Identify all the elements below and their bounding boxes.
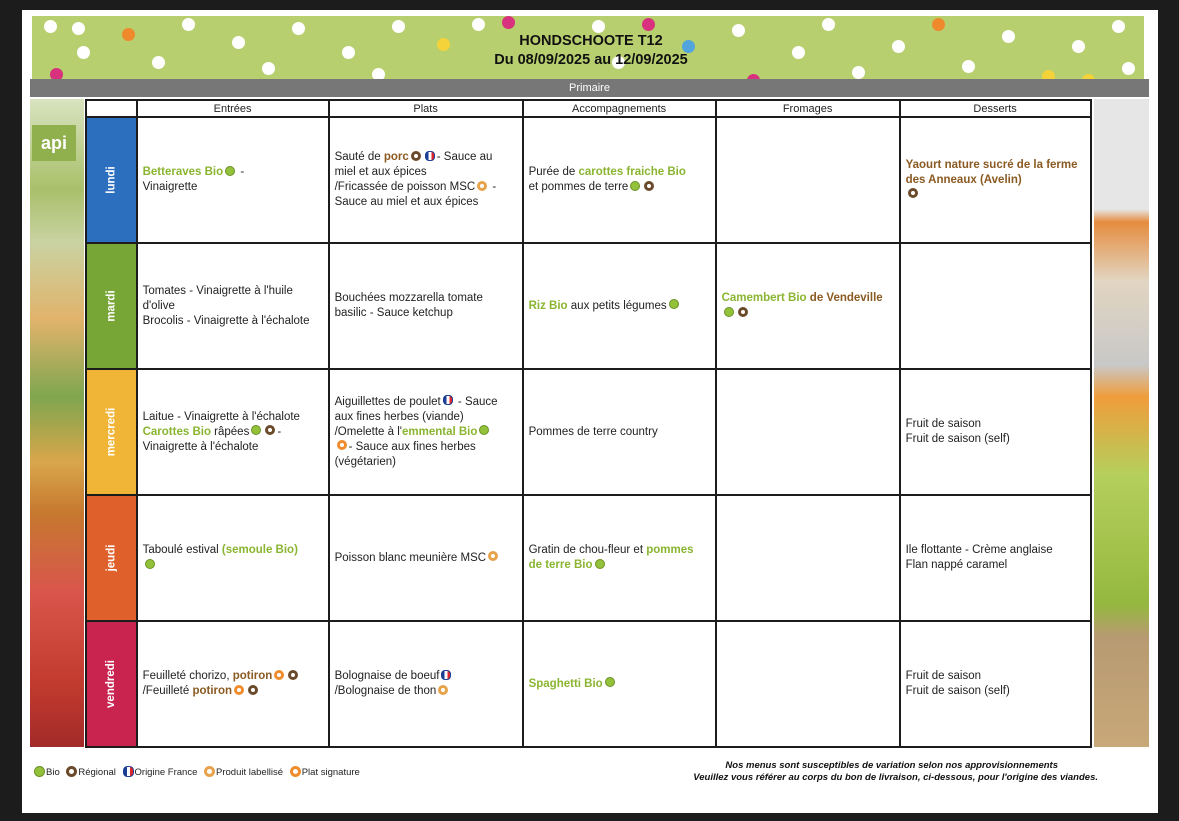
footer-note-line1: Nos menus sont susceptibles de variation selon nos approvisionnements: [725, 760, 1058, 771]
cell-lundi-desserts: Yaourt nature sucré de la ferme des Anneaux (Avelin): [900, 117, 1091, 243]
regional-icon: [738, 307, 748, 317]
produit-labellise-icon: [438, 685, 448, 695]
cell-mercredi-plats: Aiguillettes de poulet - Sauce aux fines herbes (viande) /Omelette à l'emmental Bio - Sauce aux fines herbes (végétarien): [329, 369, 523, 495]
bio-icon: [251, 425, 261, 435]
cell-mardi-plats: Bouchées mozzarella tomate basilic - Sauce ketchup: [329, 243, 523, 369]
bio-icon: [724, 307, 734, 317]
cell-jeudi-plats: Poisson blanc meunière MSC: [329, 495, 523, 621]
col-header-desserts: Desserts: [900, 100, 1091, 117]
cell-vendredi-plats: Bolognaise de boeuf /Bolognaise de thon: [329, 621, 523, 747]
cell-mardi-entrees: Tomates - Vinaigrette à l'huile d'olive Brocolis - Vinaigrette à l'échalote: [137, 243, 329, 369]
bio-icon: [479, 425, 489, 435]
cell-mercredi-entrees: Laitue - Vinaigrette à l'échalote Carottes Bio râpées - Vinaigrette à l'échalote: [137, 369, 329, 495]
table-row: [86, 621, 1091, 747]
plat-signature-icon: [274, 670, 284, 680]
cell-jeudi-fromages: [716, 495, 900, 621]
day-mardi: mardi: [86, 243, 137, 369]
col-header-fromages: Fromages: [716, 100, 900, 117]
menu-title: [460, 32, 722, 76]
col-header-entrees: Entrées: [137, 100, 329, 117]
plat-signature-icon: [337, 440, 347, 450]
vegetables-illustration-right: [1094, 99, 1149, 747]
table-row: [86, 495, 1091, 621]
cell-jeudi-entrees: Taboulé estival (semoule Bio): [137, 495, 329, 621]
cell-vendredi-entrees: Feuilleté chorizo, potiron /Feuilleté potiron: [137, 621, 329, 747]
bio-icon: [34, 766, 45, 777]
plat-signature-icon: [234, 685, 244, 695]
cell-mercredi-fromages: [716, 369, 900, 495]
cell-lundi-plats: Sauté de porc - Sauce au miel et aux épices /Fricassée de poisson MSC - Sauce au miel et aux épices: [329, 117, 523, 243]
col-header-plats: Plats: [329, 100, 523, 117]
section-bar: Primaire: [30, 79, 1149, 97]
bio-icon: [225, 166, 235, 176]
cell-mercredi-desserts: Fruit de saison Fruit de saison (self): [900, 369, 1091, 495]
bio-icon: [145, 559, 155, 569]
col-header-accompagnements: Accompagnements: [523, 100, 716, 117]
cell-mercredi-accompagnements: Pommes de terre country: [523, 369, 716, 495]
day-jeudi: jeudi: [86, 495, 137, 621]
cell-mardi-desserts: [900, 243, 1091, 369]
produit-labellise-icon: [488, 551, 498, 561]
regional-icon: [644, 181, 654, 191]
origine-france-icon: [123, 766, 134, 777]
day-vendredi: vendredi: [86, 621, 137, 747]
date-range: Du 08/09/2025 au 12/09/2025: [494, 52, 688, 68]
menu-sheet: [22, 10, 1158, 813]
cell-vendredi-fromages: [716, 621, 900, 747]
regional-icon: [288, 670, 298, 680]
cell-lundi-fromages: [716, 117, 900, 243]
regional-icon: [411, 151, 421, 161]
cell-jeudi-accompagnements: Gratin de chou-fleur et pommes de terre Bio: [523, 495, 716, 621]
regional-icon: [66, 766, 77, 777]
header-row: [86, 100, 1091, 117]
produit-labellise-icon: [204, 766, 215, 777]
corner-cell: [86, 100, 137, 117]
school-title: HONDSCHOOTE T12: [519, 33, 663, 49]
origine-france-icon: [441, 670, 451, 680]
cell-vendredi-accompagnements: Spaghetti Bio: [523, 621, 716, 747]
bio-icon: [669, 299, 679, 309]
origine-france-icon: [443, 395, 453, 405]
origine-france-icon: [425, 151, 435, 161]
footer-note-line2: Veuillez vous référer au corps du bon de livraison, ci-dessous, pour l'origine des viandes.: [693, 772, 1098, 783]
regional-icon: [265, 425, 275, 435]
cell-lundi-entrees: Betteraves Bio - Vinaigrette: [137, 117, 329, 243]
footer-note: [618, 760, 1098, 784]
table-row: [86, 243, 1091, 369]
regional-icon: [248, 685, 258, 695]
table-row: [86, 117, 1091, 243]
plat-signature-icon: [290, 766, 301, 777]
cell-mardi-accompagnements: Riz Bio aux petits légumes: [523, 243, 716, 369]
day-lundi: lundi: [86, 117, 137, 243]
bio-icon: [605, 677, 615, 687]
bio-icon: [630, 181, 640, 191]
menu-table: [85, 99, 1092, 748]
api-logo: api: [32, 125, 76, 161]
regional-icon: [908, 188, 918, 198]
bio-icon: [595, 559, 605, 569]
day-mercredi: mercredi: [86, 369, 137, 495]
vegetables-illustration-left: [30, 99, 84, 747]
cell-mardi-fromages: Camembert Bio de Vendeville: [716, 243, 900, 369]
cell-vendredi-desserts: Fruit de saison Fruit de saison (self): [900, 621, 1091, 747]
cell-jeudi-desserts: Ile flottante - Crème anglaise Flan nappé caramel: [900, 495, 1091, 621]
produit-labellise-icon: [477, 181, 487, 191]
cell-lundi-accompagnements: Purée de carottes fraiche Bio et pommes de terre: [523, 117, 716, 243]
table-row: [86, 369, 1091, 495]
legend: Bio Régional Origine France Produit labellisé Plat signature: [34, 767, 364, 778]
